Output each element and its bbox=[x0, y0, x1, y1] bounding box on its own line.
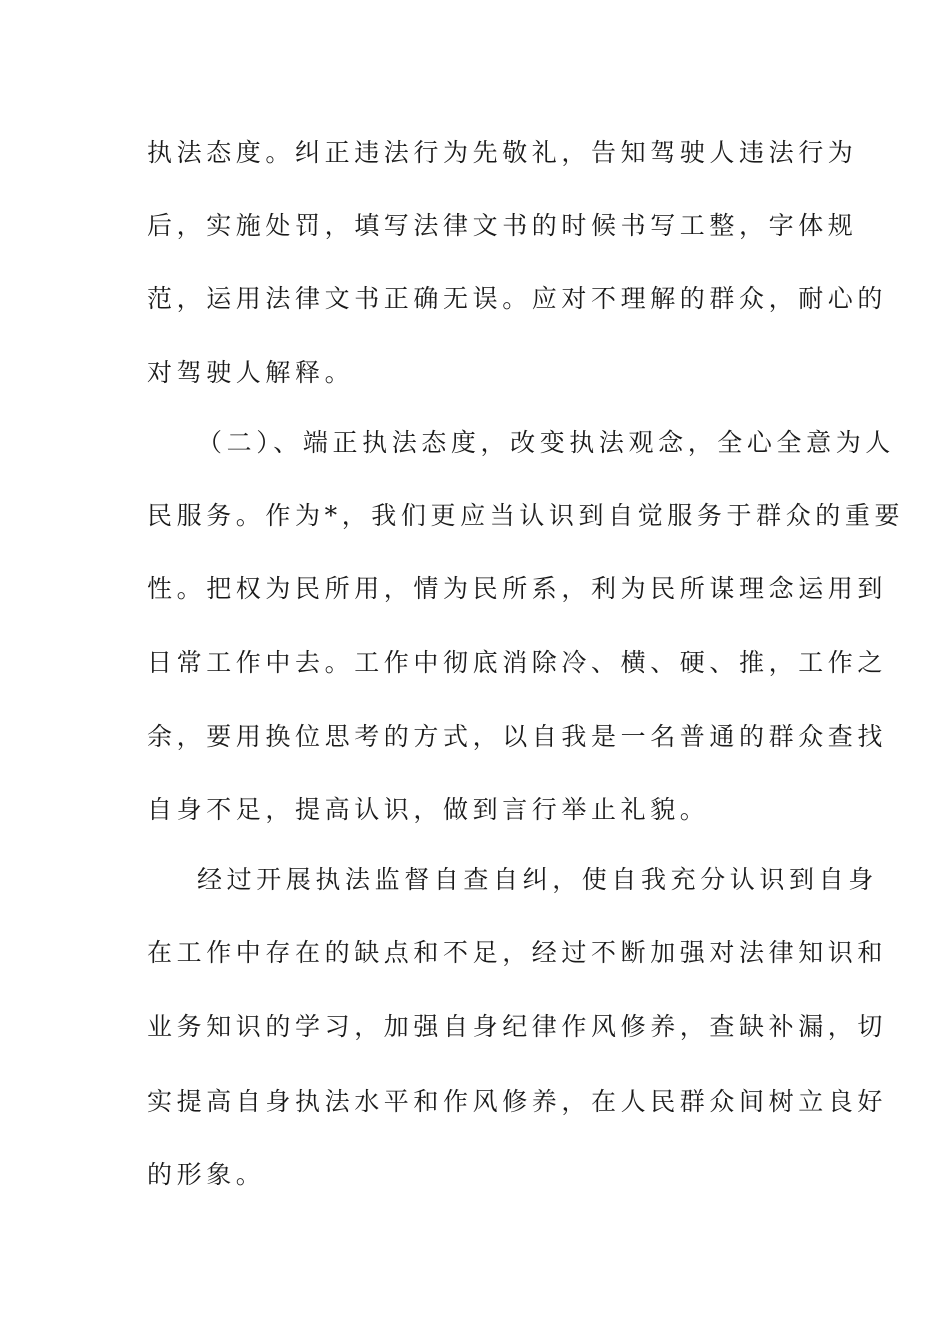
text-line: 范，运用法律文书正确无误。应对不理解的群众，耐心的 bbox=[147, 284, 888, 313]
text-line: 的形象。 bbox=[147, 1160, 266, 1189]
text-line: 执法态度。纠正违法行为先敬礼，告知驾驶人违法行为 bbox=[147, 138, 858, 167]
text-line: 性。把权为民所用，情为民所系，利为民所谋理念运用到 bbox=[147, 574, 888, 603]
text-line: 实提高自身执法水平和作风修养，在人民群众间树立良好 bbox=[147, 1087, 888, 1116]
text-line: 在工作中存在的缺点和不足，经过不断加强对法律知识和 bbox=[147, 938, 888, 967]
text-line: 民服务。作为*，我们更应当认识到自觉服务于群众的重要 bbox=[147, 501, 905, 530]
text-line: 后，实施处罚，填写法律文书的时候书写工整，字体规 bbox=[147, 211, 858, 240]
text-line: 日常工作中去。工作中彻底消除冷、横、硬、推，工作之 bbox=[147, 648, 888, 677]
text-line: 余，要用换位思考的方式，以自我是一名普通的群众查找 bbox=[147, 722, 888, 751]
text-line: 自身不足，提高认识，做到言行举止礼貌。 bbox=[147, 795, 710, 824]
text-line: 对驾驶人解释。 bbox=[147, 358, 355, 387]
paragraph-start-line: （二）、端正执法态度，改变执法观念，全心全意为人 bbox=[197, 428, 895, 457]
paragraph-start-line: 经过开展执法监督自查自纠，使自我充分认识到自身 bbox=[197, 865, 878, 894]
text-line: 业务知识的学习，加强自身纪律作风修养，查缺补漏，切 bbox=[147, 1012, 888, 1041]
